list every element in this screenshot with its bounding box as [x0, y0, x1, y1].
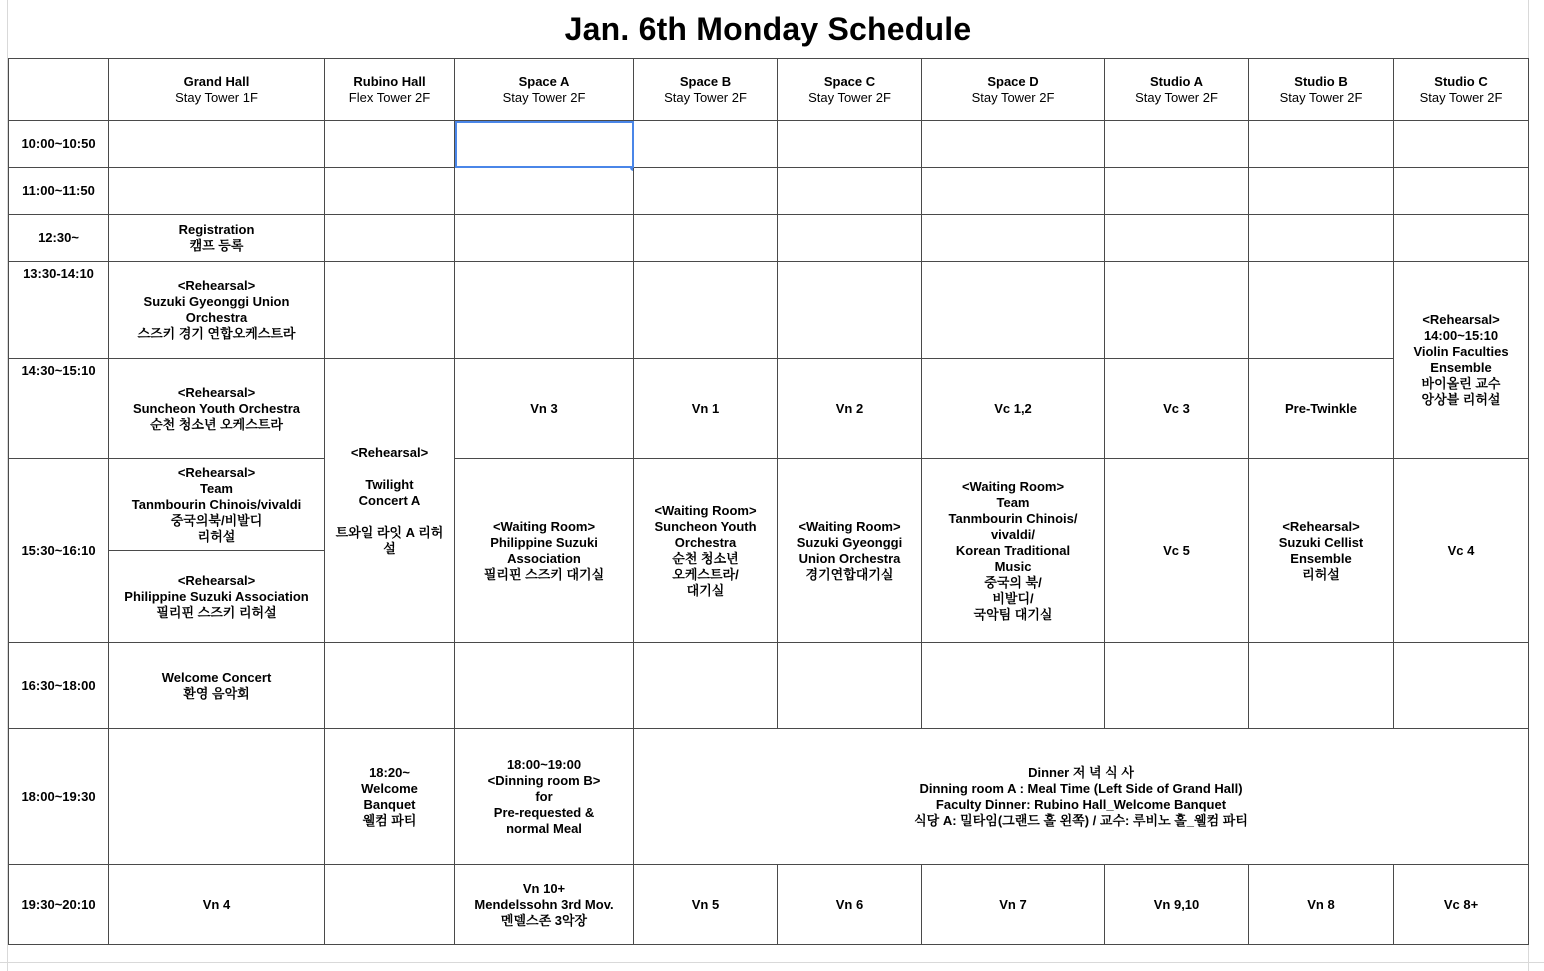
- cell-line: 14:00~15:10: [1423, 328, 1499, 343]
- schedule-cell[interactable]: [1249, 121, 1394, 168]
- table-row: [9, 729, 1529, 865]
- table-row: [9, 865, 1529, 945]
- hall-location: Stay Tower 2F: [664, 89, 747, 105]
- cell-line: Dinner 저 녁 식 사: [1028, 764, 1134, 780]
- selection-handle[interactable]: [455, 121, 459, 125]
- welcome-concert-cell[interactable]: [109, 643, 325, 729]
- schedule-cell[interactable]: [1105, 262, 1249, 359]
- cell-line: 환영 음악회: [183, 685, 250, 701]
- schedule-cell[interactable]: [634, 643, 778, 729]
- time-cell[interactable]: 12:30~: [9, 215, 109, 262]
- table-row: [9, 643, 1529, 729]
- schedule-cell[interactable]: Vc 3: [1105, 359, 1249, 459]
- schedule-cell[interactable]: Vc 8+: [1394, 865, 1529, 945]
- cell-line: Orchestra: [185, 310, 248, 325]
- cell-line: 필리핀 스즈키 리허설: [156, 604, 277, 620]
- schedule-cell[interactable]: Vn 9,10: [1105, 865, 1249, 945]
- cell-line: 18:00~19:00: [506, 756, 582, 772]
- cell-line: 국악팀 대기실: [973, 606, 1053, 622]
- cell-line: Dinning room A : Meal Time (Left Side of Grand Hall): [919, 780, 1243, 796]
- cell-line: <Waiting Room>: [961, 478, 1065, 494]
- hall-name: Grand Hall: [183, 73, 250, 89]
- schedule-cell[interactable]: [325, 168, 455, 215]
- cell-line: normal Meal: [506, 820, 582, 836]
- column-header-space-b[interactable]: [634, 59, 778, 121]
- table-row: [9, 359, 1529, 459]
- hall-location: Stay Tower 2F: [502, 89, 586, 105]
- table-row: [9, 168, 1529, 215]
- schedule-cell[interactable]: Vc 4: [1394, 459, 1529, 643]
- schedule-cell[interactable]: [634, 215, 778, 262]
- time-cell[interactable]: 14:30~15:10: [9, 359, 109, 459]
- hall-name: Space B: [679, 73, 732, 89]
- cell-line: 설: [383, 540, 396, 556]
- schedule-cell[interactable]: Vc 1,2: [922, 359, 1105, 459]
- cell-line: Suncheon Youth: [654, 518, 757, 534]
- cell-line: Suzuki Cellist: [1278, 534, 1364, 550]
- cell-line: <Waiting Room>: [654, 502, 757, 518]
- hall-name: Space A: [518, 73, 570, 89]
- cell-line: 순천 청소년 오케스트라: [150, 416, 283, 432]
- schedule-table: [8, 58, 1529, 945]
- hall-location: Stay Tower 2F: [1135, 89, 1218, 105]
- cell-line: <Rehearsal>: [177, 572, 256, 588]
- cell-line: <Rehearsal>: [177, 464, 256, 480]
- cell-line: <Rehearsal>: [177, 384, 256, 400]
- cell-line: Team: [200, 480, 233, 496]
- schedule-cell[interactable]: [922, 215, 1105, 262]
- schedule-cell[interactable]: [922, 121, 1105, 168]
- schedule-cell[interactable]: Vn 1: [634, 359, 778, 459]
- time-cell[interactable]: 10:00~10:50: [9, 121, 109, 168]
- schedule-cell[interactable]: [1105, 168, 1249, 215]
- gyeonggi-rehearsal-cell[interactable]: [109, 262, 325, 359]
- schedule-cell[interactable]: [109, 168, 325, 215]
- table-row: [9, 459, 1529, 551]
- schedule-cell[interactable]: [455, 643, 634, 729]
- space-d-waiting-cell[interactable]: [922, 459, 1105, 643]
- schedule-cell[interactable]: [325, 121, 455, 168]
- cell-line: <Rehearsal>: [177, 278, 256, 293]
- philippine-rehearsal-cell[interactable]: [109, 551, 325, 643]
- hall-location: Stay Tower 2F: [808, 89, 891, 105]
- hall-name: Rubino Hall: [353, 73, 426, 89]
- schedule-cell[interactable]: Vn 4: [109, 865, 325, 945]
- hall-name: Studio A: [1150, 73, 1203, 89]
- cell-line: Korean Traditional: [955, 542, 1071, 558]
- cell-line: 바이올린 교수: [1421, 376, 1501, 391]
- hall-location: Flex Tower 2F: [348, 89, 431, 105]
- schedule-cell[interactable]: [634, 262, 778, 359]
- table-row: [9, 262, 1529, 359]
- time-cell[interactable]: 19:30~20:10: [9, 865, 109, 945]
- column-header-grand-hall[interactable]: [109, 59, 325, 121]
- cell-line: Violin Faculties: [1413, 344, 1509, 359]
- schedule-cell[interactable]: [455, 262, 634, 359]
- column-header-studio-b[interactable]: [1249, 59, 1394, 121]
- cell-line: Vn 10+: [522, 880, 566, 896]
- schedule-cell[interactable]: [1105, 121, 1249, 168]
- column-header-space-a[interactable]: [455, 59, 634, 121]
- twilight-rehearsal-cell[interactable]: [325, 359, 455, 643]
- column-header-studio-a[interactable]: [1105, 59, 1249, 121]
- cell-line: Ensemble: [1430, 360, 1492, 375]
- schedule-cell[interactable]: [1249, 643, 1394, 729]
- schedule-cell[interactable]: [1105, 643, 1249, 729]
- mendelssohn-cell[interactable]: [455, 865, 634, 945]
- time-cell[interactable]: 11:00~11:50: [9, 168, 109, 215]
- schedule-cell[interactable]: [1105, 215, 1249, 262]
- cell-line: <Waiting Room>: [798, 518, 901, 534]
- hall-name: Studio B: [1294, 73, 1348, 89]
- team-rehearsal-cell[interactable]: [109, 459, 325, 551]
- cell-line: Philippine Suzuki: [490, 534, 598, 550]
- cell-line: 트와일 라잇 A 리허: [335, 524, 444, 540]
- cell-line: Union Orchestra: [798, 550, 901, 566]
- schedule-cell[interactable]: Pre-Twinkle: [1249, 359, 1394, 459]
- cell-line: Suzuki Gyeonggi: [796, 534, 903, 550]
- hall-name: Space D: [987, 73, 1039, 89]
- cell-line: Faculty Dinner: Rubino Hall_Welcome Banquet: [935, 796, 1227, 812]
- cell-line: 식당 A: 밀타임(그랜드 홀 왼쪽) / 교수: 루비노 홀_웰컴 파티: [914, 812, 1248, 828]
- schedule-cell[interactable]: [1249, 215, 1394, 262]
- hall-name: Studio C: [1434, 73, 1488, 89]
- hall-location: Stay Tower 1F: [175, 89, 258, 105]
- cell-line: <Dinning room B>: [487, 772, 601, 788]
- cell-line: Welcome: [361, 780, 418, 796]
- schedule-cell[interactable]: [778, 215, 922, 262]
- cell-line: 순천 청소년: [672, 550, 739, 566]
- schedule-cell[interactable]: [109, 729, 325, 865]
- cell-line: Team: [996, 494, 1030, 510]
- cell-line: 중국의북/비발디: [170, 512, 263, 528]
- sheet-gridline: [0, 962, 1544, 963]
- time-cell[interactable]: 18:00~19:30: [9, 729, 109, 865]
- column-header-rubino-hall[interactable]: [325, 59, 455, 121]
- cell-line: 웰컴 파티: [362, 812, 417, 828]
- cell-line: <Rehearsal>: [1282, 518, 1360, 534]
- cell-line: Banquet: [363, 796, 416, 812]
- schedule-cell[interactable]: [778, 262, 922, 359]
- schedule-cell[interactable]: Vc 5: [1105, 459, 1249, 643]
- schedule-cell[interactable]: [325, 215, 455, 262]
- schedule-cell[interactable]: [455, 215, 634, 262]
- schedule-cell[interactable]: [922, 168, 1105, 215]
- schedule-cell[interactable]: [1394, 168, 1529, 215]
- table-row: [9, 215, 1529, 262]
- cell-line: 스즈키 경기 연합오케스트라: [137, 326, 296, 341]
- column-header-space-d[interactable]: [922, 59, 1105, 121]
- time-cell[interactable]: 13:30-14:10: [9, 262, 109, 359]
- cell-line: 오케스트라/: [672, 566, 739, 582]
- schedule-cell[interactable]: [778, 168, 922, 215]
- column-header-studio-c[interactable]: [1394, 59, 1529, 121]
- schedule-cell[interactable]: Vn 2: [778, 359, 922, 459]
- schedule-cell[interactable]: [1249, 168, 1394, 215]
- schedule-cell[interactable]: [778, 121, 922, 168]
- dinner-cell[interactable]: [634, 729, 1529, 865]
- cell-line: Orchestra: [674, 534, 737, 550]
- cell-line: <Rehearsal>: [1422, 312, 1500, 327]
- title-row[interactable]: [8, 0, 1528, 58]
- schedule-cell[interactable]: [325, 865, 455, 945]
- time-cell[interactable]: 15:30~16:10: [9, 459, 109, 643]
- schedule-cell[interactable]: Vn 7: [922, 865, 1105, 945]
- hall-location: Stay Tower 2F: [1279, 89, 1363, 105]
- cell-line: Ensemble: [1290, 550, 1352, 566]
- hall-location: Stay Tower 2F: [1419, 89, 1503, 105]
- cell-line: 리허설: [197, 528, 236, 544]
- schedule-cell[interactable]: [1249, 262, 1394, 359]
- schedule-cell[interactable]: [634, 168, 778, 215]
- registration-cell[interactable]: [109, 215, 325, 262]
- cell-line: Association: [507, 550, 581, 566]
- cell-line: Registration: [178, 222, 255, 237]
- suncheon-rehearsal-cell[interactable]: [109, 359, 325, 459]
- space-b-waiting-cell[interactable]: [634, 459, 778, 643]
- cell-line: 앙상블 리허설: [1421, 392, 1501, 407]
- studio-c-rehearsal-cell[interactable]: [1394, 262, 1529, 459]
- cell-line: 리허설: [1302, 566, 1340, 582]
- selection-handle[interactable]: [630, 168, 634, 172]
- cell-line: 중국의 북/: [984, 574, 1042, 590]
- cell-line: 경기연합대기실: [805, 566, 894, 582]
- cell-line: vivaldi/: [990, 526, 1036, 542]
- schedule-cell[interactable]: Vn 3: [455, 359, 634, 459]
- schedule-cell[interactable]: [1394, 643, 1529, 729]
- cell-line: Suncheon Youth Orchestra: [132, 400, 301, 416]
- schedule-cell[interactable]: [325, 262, 455, 359]
- cell-line: Welcome Concert: [161, 669, 272, 685]
- schedule-cell[interactable]: Vn 8: [1249, 865, 1394, 945]
- schedule-cell[interactable]: [325, 643, 455, 729]
- cell-line: 필리핀 스즈키 대기실: [483, 566, 605, 582]
- selected-cell[interactable]: [455, 121, 634, 168]
- cell-line: <Waiting Room>: [492, 518, 596, 534]
- cell-line: Tanmbourin Chinois/vivaldi: [131, 496, 302, 512]
- cell-line: <Rehearsal>: [350, 444, 429, 460]
- schedule-cell[interactable]: [455, 168, 634, 215]
- cell-line: for: [535, 788, 553, 804]
- schedule-cell[interactable]: [922, 262, 1105, 359]
- schedule-cell[interactable]: [634, 121, 778, 168]
- dinning-room-b-cell[interactable]: [455, 729, 634, 865]
- schedule-cell[interactable]: [1394, 215, 1529, 262]
- studio-b-cellist-cell[interactable]: [1249, 459, 1394, 643]
- schedule-cell[interactable]: [922, 643, 1105, 729]
- corner-cell[interactable]: [9, 59, 109, 121]
- cell-line: Music: [994, 558, 1032, 574]
- cell-line: Tanmbourin Chinois/: [948, 510, 1078, 526]
- cell-line: Suzuki Gyeonggi Union: [143, 294, 290, 309]
- schedule-cell[interactable]: [778, 643, 922, 729]
- schedule-cell[interactable]: [109, 121, 325, 168]
- column-header-space-c[interactable]: [778, 59, 922, 121]
- schedule-cell[interactable]: Vn 6: [778, 865, 922, 945]
- space-a-waiting-cell[interactable]: [455, 459, 634, 643]
- welcome-banquet-cell[interactable]: [325, 729, 455, 865]
- cell-line: 멘델스존 3악장: [500, 912, 588, 928]
- cell-line: Mendelssohn 3rd Mov.: [474, 896, 614, 912]
- cell-line: 대기실: [686, 582, 725, 598]
- cell-line: Pre-requested &: [493, 804, 595, 820]
- header-row: [9, 59, 1529, 121]
- table-row: [9, 121, 1529, 168]
- cell-line: Philippine Suzuki Association: [124, 588, 309, 604]
- cell-line: 18:20~: [369, 764, 410, 780]
- cell-line: Twilight: [365, 476, 414, 492]
- page-title: Jan. 6th Monday Schedule: [564, 10, 972, 47]
- cell-line: 캠프 등록: [189, 238, 244, 253]
- cell-line: Concert A: [358, 492, 421, 508]
- schedule-cell[interactable]: Vn 5: [634, 865, 778, 945]
- schedule-cell[interactable]: [1394, 121, 1529, 168]
- time-cell[interactable]: 16:30~18:00: [9, 643, 109, 729]
- hall-location: Stay Tower 2F: [971, 89, 1055, 105]
- cell-line: 비발디/: [992, 590, 1034, 606]
- hall-name: Space C: [823, 73, 876, 89]
- space-c-waiting-cell[interactable]: [778, 459, 922, 643]
